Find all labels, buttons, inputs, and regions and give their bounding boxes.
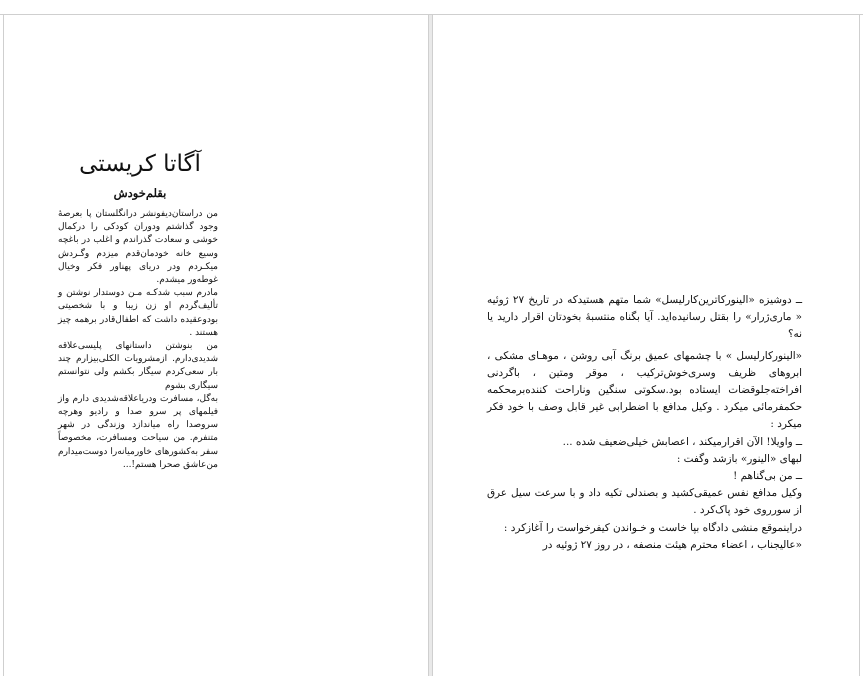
story-paragraph: دراینموقع منشی دادگاه بپا خاست و خـواندن کیفرخواست را آغازکرد : [503,521,802,534]
bio-paragraph: من دراستان‌دیفونشر درانگلستان پا بعرصهٔ وجود گذاشتم ودوران کودکی را درکمال خوشی و سعادت گذراندم و اغلب در باغچه وسیع خانه خودمان‌قدم میزدم وگـردش میکـردم ودر دریای پهناور فکر وخیال غوطه‌ور میشدم. [58,209,218,286]
story-paragraph: «الینورکارلیسل » با چشمهای عمیق برنگ آبی روشن ، موهـای مشکی ، ابروهای ظریف وسری‌خوش‌ترکیب ، موقر ومتین ، باگردنی افراخته‌جلوقضات ایستاده بود.سکوتی سنگین وناراحت کننده‌برمحکمه حکمفرمائی میکرد . وکیل مدافع با اضطرابی غیر قابل وصف با خود فکر میکرد : [487,349,802,431]
story-paragraph: «عالیجناب ، اعضاء محترم هیئت منصفه ، در روز ۲۷ ژوئیه در [542,538,802,551]
author-bio [58,208,218,472]
story-paragraph: وکیل مدافع نفس عمیقی‌کشید و بصندلی تکیه داد و با سرعت سیل عرق از سورروی خود پاک‌کرد . [487,487,802,517]
author-title: آگاتا کریستی [79,151,201,177]
story-text [487,292,802,554]
story-paragraph: ــ واویلا! الآن اقرارمیکند ، اعصابش خیلی‌ضعیف شده ... [562,435,802,448]
story-paragraph: ــ دوشیزه «الینورکاترین‌کارلیسل» شما متهم هستیدکه در تاریخ ۲۷ ژوئیه « ماری‌ژرار» را بقتل رسانیده‌اید. آیا بگناه منتسبهٔ بخودتان اقرار دارید یا نه؟ [487,294,802,341]
bio-paragraph: من بنوشتن داستانهای پلیسی‌علاقه شدیدی‌دارم. ازمشروبات الکلی‌بیزارم چند بار سعی‌کردم سیگار بکشم ولی نتوانستم سیگاری بشوم [58,341,218,391]
author-subtitle: بقلم‌خودش [113,186,167,200]
story-paragraph: ــ من بی‌گناهم ! [733,470,802,483]
bio-paragraph: به‌گل، مسافرت ودریاعلاقه‌شدیدی دارم واز فیلمهای پر سرو صدا و رادیو وهرچه سروصدا راه میاندازد وزندگی در شهر متنفرم. من سیاحت ومسافرت، مخصوصاً سفر به‌کشورهای خاورمیانه‌را دوست‌میدارم من‌عاشق صحرا هستم!... [58,393,218,470]
bio-paragraph: مادرم سبب شدکـه مـن دوستدار نوشتن و تألیف‌گردم او زن زیبا و با شخصیتی بودوعقیده داشت که اطفال‌قادر برهمه چیز هستند . [58,288,218,338]
story-paragraph: لبهای «الینور» بازشد وگفت : [676,452,802,465]
